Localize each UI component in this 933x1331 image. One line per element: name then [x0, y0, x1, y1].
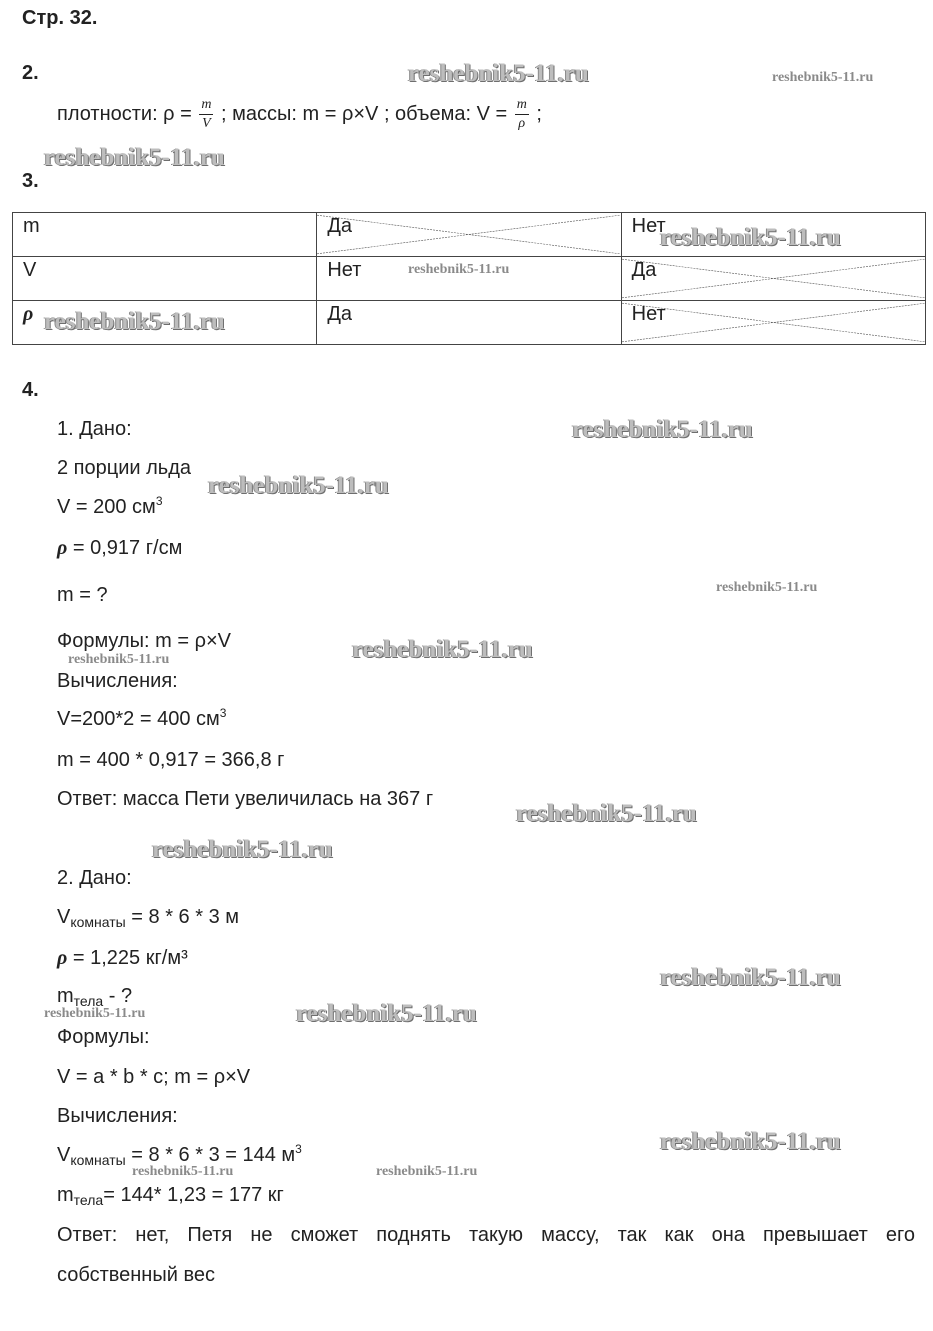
watermark: reshebnik5-11.ru — [572, 416, 753, 443]
table-cell-b: Да — [621, 257, 925, 301]
p1-answer: Ответ: масса Пети увеличилась на 367 г — [57, 788, 434, 810]
watermark: reshebnik5-11.ru — [660, 1128, 841, 1155]
table-cell-a: Да — [317, 213, 621, 257]
p2-volume: $V_{комнаты} = 8 * 6 * 3$ м — [57, 906, 239, 930]
p2-calc-line2: $m_{тела}= 144*$ 1,23 = 177 кг — [57, 1184, 284, 1208]
watermark: reshebnik5-11.ru — [296, 1000, 477, 1027]
p2-formula-line: V = a * b * c; m = ρ×V — [57, 1066, 251, 1088]
cross-mark — [622, 257, 925, 300]
p1-line1: 2 порции льда — [57, 457, 191, 479]
p1-given: 1. Дано: — [57, 418, 132, 440]
p2-calc: Вычисления: — [57, 1105, 178, 1127]
density-label: плотности: ρ = — [57, 103, 192, 125]
section-3-number: 3. — [22, 170, 39, 192]
mass-label: ; массы: m = ρ×V — [221, 103, 379, 125]
watermark: reshebnik5-11.ru — [716, 580, 818, 595]
p1-calc-line1: V=200*2 = 400 $см^3$ — [57, 706, 227, 730]
page-header: Стр. 32. — [22, 7, 98, 29]
section-2-formulas — [57, 96, 542, 132]
p1-calc: Вычисления: — [57, 670, 178, 692]
watermark: reshebnik5-11.ru — [772, 70, 874, 85]
watermark: reshebnik5-11.ru — [44, 308, 225, 335]
p2-density: ρ = 1,225 кг/м³ — [57, 947, 188, 969]
watermark: reshebnik5-11.ru — [44, 144, 225, 171]
watermark: reshebnik5-11.ru — [408, 262, 510, 277]
watermark: reshebnik5-11.ru — [352, 636, 533, 663]
density-fraction: $\frac{m}{V}$ — [201, 97, 212, 132]
table-cell-q: m — [13, 213, 317, 257]
watermark: reshebnik5-11.ru — [132, 1164, 234, 1179]
p1-line4: m = ? — [57, 584, 108, 606]
section-4-number: 4. — [22, 379, 39, 401]
p2-answer-line2: собственный вес — [57, 1264, 215, 1286]
p2-mass: $m_{тела}$ - ? — [57, 985, 133, 1009]
cross-mark — [622, 301, 925, 344]
watermark: reshebnik5-11.ru — [408, 60, 589, 87]
watermark: reshebnik5-11.ru — [376, 1164, 478, 1179]
watermark: reshebnik5-11.ru — [44, 1006, 146, 1021]
section-2-number: 2. — [22, 62, 39, 84]
watermark: reshebnik5-11.ru — [208, 472, 389, 499]
watermark: reshebnik5-11.ru — [68, 652, 170, 667]
cross-mark — [317, 213, 620, 256]
p1-formulas: Формулы: m = ρ×V — [57, 630, 231, 652]
table-cell-a: Нет — [317, 257, 621, 301]
table-cell-b: Нет — [621, 301, 925, 345]
table-cell-b: Нет — [621, 213, 925, 257]
table-cell-a: Да — [317, 301, 621, 345]
p2-calc-line1: $V_{комнаты} = 8 * 6 * 3 = 144$ $м^3$ — [57, 1142, 302, 1168]
watermark: reshebnik5-11.ru — [660, 964, 841, 991]
volume-label: ; объема: V = — [383, 103, 508, 125]
p1-line3: ρ = 0,917 г/см — [57, 537, 183, 559]
table-cell-q: V — [13, 257, 317, 301]
p1-line2: V = 200 $см^3$ — [57, 494, 163, 518]
watermark: reshebnik5-11.ru — [516, 800, 697, 827]
p2-given: 2. Дано: — [57, 867, 132, 889]
p1-calc-line2: m = 400 * 0,917 = 366,8 г — [57, 749, 285, 771]
volume-fraction: $\frac{m}{\rho}$ — [516, 97, 527, 132]
end-semicolon: ; — [536, 103, 542, 125]
watermark: reshebnik5-11.ru — [660, 224, 841, 251]
p2-formulas: Формулы: — [57, 1026, 150, 1048]
table-cell-q: ρ — [13, 301, 317, 345]
watermark: reshebnik5-11.ru — [152, 836, 333, 863]
p2-answer-line1: Ответ: нет, Петя не сможет поднять такую массу, так как она превышает его — [57, 1224, 915, 1246]
